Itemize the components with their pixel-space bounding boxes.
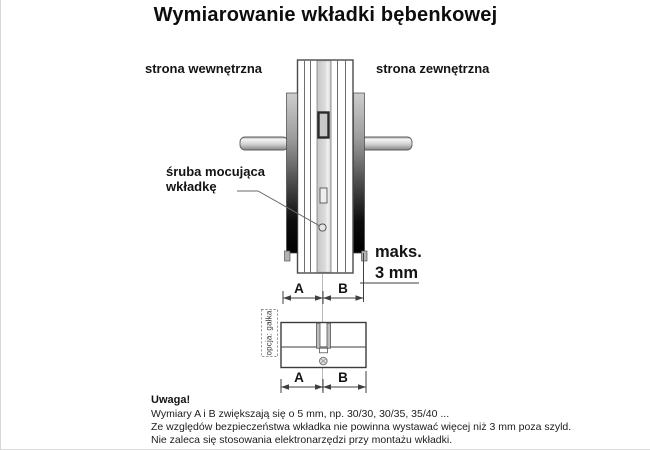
- escutcheon-right-foot: [362, 251, 368, 261]
- handle-rod-right: [361, 137, 412, 150]
- label-outer-side: strona zewnętrzna: [376, 61, 490, 76]
- handle-rod-left: [240, 137, 288, 150]
- cam-slot-notch: [320, 348, 328, 353]
- label-max-line2: 3 mm: [375, 263, 419, 282]
- note-heading: Uwaga!: [151, 394, 191, 406]
- label-mounting-screw-line1: śruba mocująca: [166, 164, 265, 179]
- note-line: Ze względów bezpieczeństwa wkładka nie powinna wystawać więcej niż 3 mm poza szyld.: [151, 421, 572, 433]
- page-title: Wymiarowanie wkładki bębenkowej: [153, 4, 498, 26]
- dim-label-b-bottom: B: [338, 370, 348, 385]
- mounting-screw: [319, 224, 326, 231]
- label-max-line1: maks.: [375, 243, 422, 261]
- label-mounting-screw: [166, 165, 265, 194]
- escutcheon-left: [287, 93, 298, 253]
- label-mounting-screw-line2: wkładkę: [166, 178, 217, 194]
- escutcheon-right: [354, 93, 365, 253]
- diagram-linework: [1, 0, 650, 450]
- note-line: Wymiary A i B zwiększają się o 5 mm, np. 30/30, 30/35, 35/40 ...: [151, 408, 450, 420]
- label-knob-option: opcja: gałka: [264, 310, 274, 356]
- escutcheon-left-foot: [285, 251, 291, 261]
- cam-slot-left-wall: [317, 323, 321, 348]
- dim-label-a-bottom: A: [294, 370, 304, 385]
- cylinder-through-door: [317, 61, 331, 273]
- screw-channel: [320, 188, 327, 203]
- dim-label-a-top: A: [294, 281, 304, 296]
- note-line: Nie zaleca się stosowania elektronarzędzi przy montażu wkładki.: [151, 434, 453, 446]
- cam-opening: [319, 113, 329, 138]
- cylinder-screw: [320, 357, 328, 365]
- label-max-protrusion: [375, 242, 422, 283]
- dim-label-b-top: B: [338, 281, 348, 296]
- cam-slot-right-wall: [327, 323, 331, 348]
- label-inner-side: strona wewnętrzna: [145, 61, 263, 76]
